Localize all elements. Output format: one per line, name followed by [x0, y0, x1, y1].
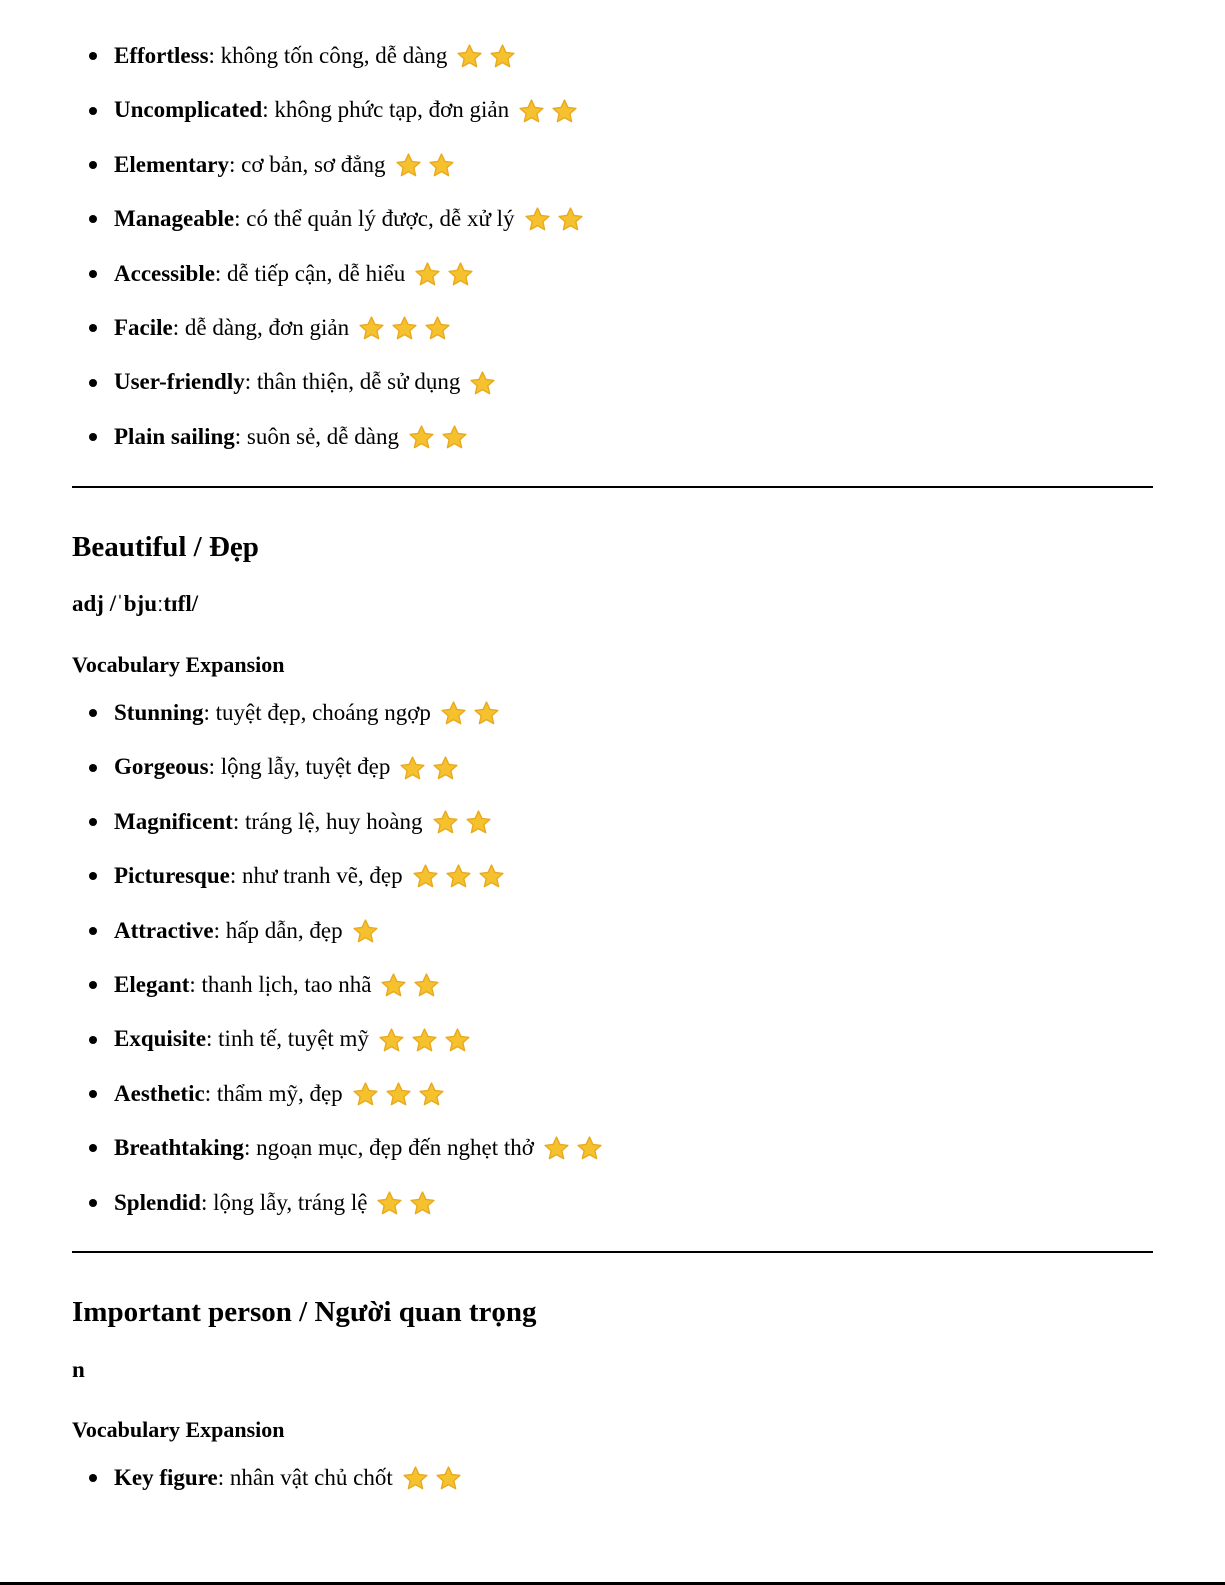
vocab-word: Stunning [114, 700, 204, 725]
vocab-expansion-heading-beautiful: Vocabulary Expansion [72, 652, 285, 677]
star-icon [542, 1135, 575, 1160]
star-icon [411, 863, 444, 888]
star-icon [444, 863, 477, 888]
star-rating [523, 192, 589, 246]
section-heading-beautiful: Beautiful / Đẹp [72, 531, 259, 563]
bullet-icon [89, 270, 97, 278]
section-heading-important-person: Important person / Người quan trọng [72, 1296, 537, 1328]
list-item [72, 301, 589, 355]
star-icon [412, 971, 445, 996]
bullet-icon [89, 161, 97, 169]
star-rating [413, 246, 479, 300]
vocab-meaning: : tráng lệ, huy hoàng [232, 808, 423, 834]
vocab-word: Attractive [114, 917, 214, 943]
vocab-meaning: : dễ tiếp cận, dễ hiểu [214, 260, 406, 286]
list-item [72, 686, 608, 740]
list-item [72, 1451, 467, 1505]
star-icon [408, 1189, 441, 1214]
bullet-icon [89, 379, 97, 387]
list-item [72, 192, 589, 246]
star-rating [407, 409, 473, 463]
star-icon [575, 1135, 608, 1160]
star-icon [394, 151, 427, 176]
part-of-speech-important-person: n [72, 1357, 85, 1382]
vocab-word: Picturesque [114, 863, 230, 889]
list-item [72, 83, 589, 137]
vocab-meaning: : dễ dàng, đơn giản [172, 314, 350, 340]
star-icon [417, 1080, 450, 1105]
list-item [72, 1012, 608, 1066]
star-rating [379, 957, 445, 1011]
star-icon [410, 1026, 443, 1051]
vocab-word: User-friendly [114, 369, 245, 395]
star-rating [542, 1121, 608, 1175]
vocab-meaning: : suôn sẻ, dễ dàng [234, 423, 399, 449]
star-icon [398, 754, 431, 779]
list-item [72, 1067, 608, 1121]
star-icon [431, 808, 464, 833]
bullet-icon [89, 981, 97, 989]
vocab-list-easy [72, 29, 589, 464]
bullet-icon [89, 324, 97, 332]
vocab-meaning: : tuyệt đẹp, choáng ngợp [203, 700, 431, 725]
section-divider [72, 1251, 1153, 1253]
star-icon [488, 43, 521, 68]
vocab-word: Splendid [114, 1189, 201, 1215]
vocab-meaning: : như tranh vẽ, đẹp [229, 863, 403, 889]
bullet-icon [89, 764, 97, 772]
bullet-icon [89, 927, 97, 935]
vocab-meaning: : thẩm mỹ, đẹp [204, 1080, 343, 1106]
star-icon [375, 1189, 408, 1214]
vocab-meaning: : thanh lịch, tao nhã [189, 971, 372, 997]
star-icon [446, 260, 479, 285]
bullet-icon [89, 1036, 97, 1044]
bullet-icon [89, 433, 97, 441]
vocab-list-beautiful [72, 686, 608, 1230]
bullet-icon [89, 52, 97, 60]
star-icon [550, 97, 583, 122]
star-icon [440, 423, 473, 448]
bullet-icon [89, 107, 97, 115]
list-item [72, 849, 608, 903]
star-icon [390, 314, 423, 339]
vocab-word: Effortless [114, 43, 209, 68]
vocab-expansion-heading-important-person: Vocabulary Expansion [72, 1417, 285, 1442]
vocab-word: Exquisite [114, 1026, 207, 1052]
vocab-word: Plain sailing [114, 423, 235, 449]
star-rating [431, 794, 497, 848]
list-item [72, 355, 589, 409]
star-rating [468, 355, 501, 409]
star-rating [377, 1012, 476, 1066]
bullet-icon [89, 872, 97, 880]
star-icon [556, 206, 589, 231]
bullet-icon [89, 1090, 97, 1098]
star-icon [434, 1465, 467, 1490]
star-icon [423, 314, 456, 339]
list-item [72, 904, 608, 958]
star-rating [455, 29, 521, 83]
star-icon [464, 808, 497, 833]
star-rating [401, 1451, 467, 1505]
star-icon [477, 863, 510, 888]
star-icon [472, 700, 505, 725]
list-item [72, 1176, 608, 1230]
star-icon [468, 369, 501, 394]
star-rating [351, 1066, 450, 1120]
star-icon [351, 917, 384, 942]
vocab-meaning: : có thể quản lý được, dễ xử lý [234, 206, 515, 232]
star-rating [394, 137, 460, 191]
bullet-icon [89, 818, 97, 826]
list-item [72, 138, 589, 192]
star-icon [351, 1080, 384, 1105]
section-divider [72, 486, 1153, 488]
star-icon [439, 700, 472, 725]
vocab-word: Facile [114, 314, 173, 340]
star-rating [439, 686, 505, 740]
bullet-icon [89, 215, 97, 223]
vocab-meaning: : thân thiện, dễ sử dụng [244, 369, 461, 395]
vocab-meaning: : không tốn công, dễ dàng [208, 43, 448, 68]
list-item [72, 1121, 608, 1175]
list-item [72, 958, 608, 1012]
list-item [72, 247, 589, 301]
star-rating [351, 903, 384, 957]
vocab-word: Uncomplicated [114, 97, 263, 123]
bullet-icon [89, 709, 97, 717]
star-rating [411, 849, 510, 903]
vocab-word: Breathtaking [114, 1135, 244, 1161]
vocab-meaning: : lộng lẫy, tráng lệ [200, 1189, 368, 1215]
vocab-meaning: : ngoạn mục, đẹp đến nghẹt thở [243, 1135, 534, 1161]
bullet-icon [89, 1144, 97, 1152]
vocab-word: Elementary [114, 151, 229, 177]
star-icon [357, 314, 390, 339]
star-icon [384, 1080, 417, 1105]
vocab-word: Key figure [114, 1465, 218, 1490]
list-item [72, 410, 589, 464]
vocab-meaning: : lộng lẫy, tuyệt đẹp [208, 754, 391, 780]
star-icon [407, 423, 440, 448]
star-icon [443, 1026, 476, 1051]
vocab-meaning: : nhân vật chủ chốt [217, 1465, 393, 1490]
vocab-word: Magnificent [114, 808, 233, 834]
list-item [72, 740, 608, 794]
star-rating [517, 83, 583, 137]
vocab-word: Gorgeous [114, 754, 209, 780]
vocab-word: Elegant [114, 971, 190, 997]
vocab-word: Aesthetic [114, 1080, 205, 1106]
vocab-meaning: : không phức tạp, đơn giản [262, 97, 510, 123]
part-of-speech-beautiful: adj /ˈbjuːtɪfl/ [72, 591, 199, 616]
star-icon [523, 206, 556, 231]
star-icon [401, 1465, 434, 1490]
star-icon [427, 151, 460, 176]
star-icon [517, 97, 550, 122]
vocab-word: Accessible [114, 260, 215, 286]
vocab-list-important-person [72, 1451, 467, 1505]
vocab-meaning: : cơ bản, sơ đẳng [228, 151, 386, 177]
star-rating [357, 300, 456, 354]
vocab-word: Manageable [114, 206, 235, 232]
bullet-icon [89, 1474, 97, 1482]
star-rating [398, 740, 464, 794]
star-icon [377, 1026, 410, 1051]
vocab-meaning: : tinh tế, tuyệt mỹ [206, 1026, 369, 1052]
list-item [72, 29, 589, 83]
vocab-meaning: : hấp dẫn, đẹp [213, 917, 343, 943]
star-icon [431, 754, 464, 779]
star-rating [375, 1175, 441, 1229]
bullet-icon [89, 1199, 97, 1207]
list-item [72, 795, 608, 849]
star-icon [455, 43, 488, 68]
star-icon [379, 971, 412, 996]
star-icon [413, 260, 446, 285]
